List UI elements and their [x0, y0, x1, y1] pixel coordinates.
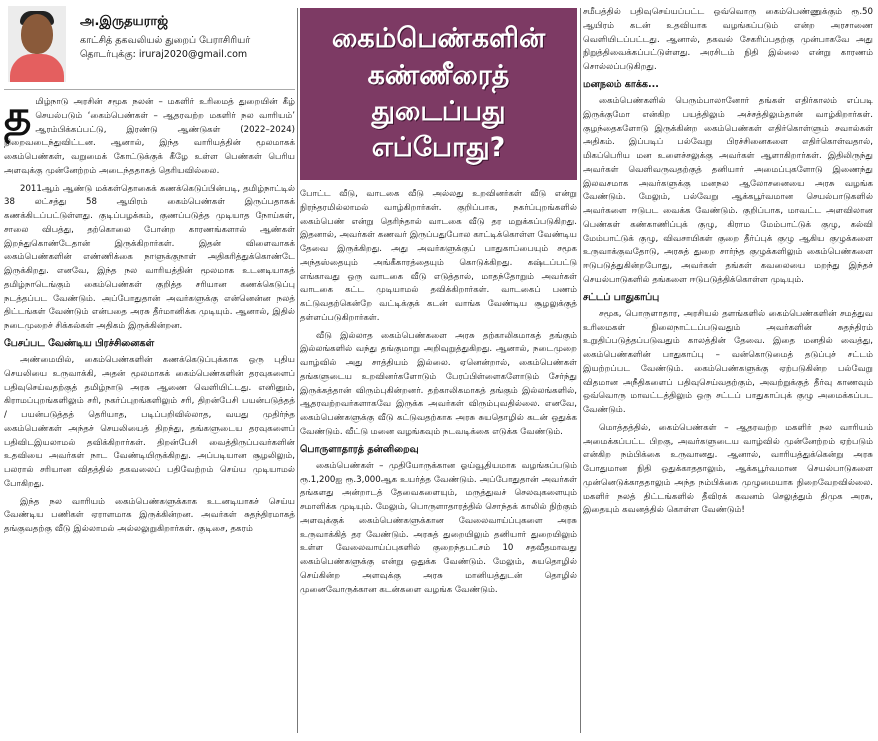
paragraph-3: அண்மையில், கைம்பெண்களின் கணக்கெடுப்புக்காக ஒரு புதிய செயலியை உருவாக்கி, அதன் மூலமாகக் கைம்பெண்களின் தரவுகளைப் பதிவுசெய்வதற்குத் தமிழ்நாடு அரசு ஆணை வெளியிட்டது. எனினும், கிராமப்புறங்களிலும் சரி, நகர்ப்புறங்களிலும் சரி, திறன்பேசி பயன்படுத்தத் / பயன்படுத்தத் தெரியாத, படிப்பறிவில்லாத, வயது முதிர்ந்த கைம்பெண்கள் அந்தச் செயலியைத் திறந்து, தங்களுடைய தரவுகளைப் பதிவிடஇயலாமல் தவிக்கிறார்கள். திறன்பேசி வைத்திருப்பவர்களின் உதவியை அவர்கள் நாட வேண்டியிருக்கிறது. அப்படியான சூழலிலும், பலரால் சரியான விதத்தில் தகவலைப் பதிவேற்றம் செய்ய முடியாமல் போகிறது.	[4, 355, 295, 489]
paragraph-8: சமீபத்தில் பதிவுசெய்யப்பட்ட ஒவ்வொரு கைம்பெண்ணுக்கும் ரூ.50 ஆயிரம் கடன் உதவியாக வழங்கப்படும் என்ற அரசாணை வெளியிடப்பட்டது. ஆனால், தகவல் சேகரிப்பதற்கு முன்பாகவே அது நிறுத்திவைக்கப்பட்டுள்ளது. அரசிடம் நிதி இல்லை என்று காரணம் சொல்லப்படுகிறது.	[583, 7, 873, 72]
author-name: அ.இருதயராஜ்	[80, 14, 169, 29]
paragraph-2: 2011ஆம் ஆண்டு மக்கள்தொகைக் கணக்கெடுப்பின்படி, தமிழ்நாட்டில் 38 லட்சத்து 58 ஆயிரம் கைம்பெண்கள் இருப்பதாகக் கணக்கிடப்பட்டுள்ளது. குடிப்பழக்கம், குணப்படுத்த முடியாத நோய்கள், சாலை விபத்து, தற்கொலை போன்ற காரணங்களால் ஆண்கள் இறந்துகொண்டேதான் இருக்கிறார்கள். இதன் விளைவாகக் கைம்பெண்களின் எண்ணிக்கை நாளுக்குநாள் அதிகரித்துக்கொண்டே இருக்கிறது. எனவே, இந்த நல வாரியத்தின் மூலமாக உடனடியாகத் தமிழ்நாடெங்கும் கைம்பெண்கள் குறித்த சரியான கணக்கெடுப்பு நடத்தப்பட வேண்டும். அப்போதுதான் அவர்களுக்கு என்னென்ன நலத் திட்டங்கள் வேண்டும் என்பதை அரசு தீர்மானிக்க முடியும். ஆனால், இதில் நடைமுறைச் சிக்கல்கள் அதிகம் இருக்கின்றன.	[4, 183, 295, 331]
subheading-mental-health: மனநலம் காக்க...	[583, 78, 659, 90]
paragraph-11: மொத்தத்தில், கைம்பெண்கள் – ஆதரவற்ற மகளிர் நல வாரியம் அமைக்கப்பட்ட பிறகு, அவர்களுடைய வாழ்வில் முன்னேற்றம் ஏற்படும் என்கிற நம்பிக்கை உருவானது. ஆனால், வாரியத்துக்கென்று அரசு போதுமான நிதி ஒதுக்காததாலும், ஆக்கபூர்வமான செயல்பாடுகளை முன்னெடுக்காததாலும் அந்த நம்பிக்கை முழுமையாக நிறைவேறவில்லை. மகளிர் நலத் திட்டங்களில் தீவிரக் கவனம் செலுத்தும் திமுக அரசு, இதையும் கவனத்தில் கொள்ள வேண்டும்!	[583, 422, 873, 516]
author-role: காட்சித் தகவலியல் துறைப் பேராசிரியர்	[80, 35, 251, 46]
paragraph-5: போட்ட வீடு, வாடகை வீடு அல்லது உறவினர்கள் வீடு என்று நிரந்தரமில்லாமல் வாழ்கிறார்கள். குறிப்பாக, நகர்ப்புறங்களில் கைம்பெண் என்று தெரிந்தால் வாடகை வீடு தர மறுக்கப்படுகிறது. இதனால், அவர்கள் கணவர் இருப்பதுபோல காட்டிக்கொள்ள வேண்டிய தேவை இருக்கிறது. அது அவர்களுக்குப் பாதுகாப்பையும் சமூக அந்தஸ்தையும் அங்கீகாரத்தையும் கொடுக்கிறது. கஷ்டப்பட்டு எங்காவது ஒரு வாடகை வீடு எடுத்தால், மாதந்தோறும் அவர்கள் வாடகை கட்ட முடியாமல் தவிக்கிறார்கள். வாடகைப் பணம் கட்டுவதற்கென்றே வட்டிக்குக் கடன் வாங்க வேண்டிய சூழலுக்குத் தள்ளப்படுகிறார்கள்.	[300, 189, 577, 323]
paragraph-7: கைம்பெண்கள் – முதியோருக்கான ஓய்வூதியமாக வழங்கப்படும் ரூ.1,200ஐ ரூ.3,000ஆக உயர்த்த வேண்டும். அப்போதுதான் அவர்கள் தங்களது அன்றாடத் தேவைகளையும், மருத்துவச் செலவுகளையும் சமாளிக்க முடியும். மேலும், பொருளாதாரத்தில் சொந்தக் காலில் நிற்கும் அளவுக்குக் கைம்பெண்களுக்கான வேலைவாய்ப்புகளை அரசு உருவாக்கித் தர வேண்டும். அரசுத் துறையிலும் தனியார் துறையிலும் உள்ள வேலைவாய்ப்புகளில் குறைந்தபட்சம் 10 சதவீதமாவது கைம்பெண்களுக்கு என்று ஒதுக்க வேண்டும். மேலும், சுயதொழில் செய்கின்ற அளவுக்கு அரசு மானியத்துடன் தொழில் முனைவோருக்கான கடன்களை வழங்க வேண்டும்.	[300, 460, 577, 595]
author-info	[80, 6, 250, 89]
author-photo	[8, 6, 66, 82]
headline-line-2: கண்ணீரைத்	[367, 59, 510, 91]
contact-label: தொடர்புக்கு:	[80, 49, 136, 61]
paragraph-10: சமூக, பொருளாதார, அரசியல் தளங்களில் கைம்பெண்களின் சமத்துவ உரிமைகள் நிலைநாட்டப்படுவதும் அவர்களின் சுதந்திரம் உறுதிப்படுத்தப்படுவதும் காலத்தின் தேவை. இதை மனதில் வைத்து, கைம்பெண்களின் பாதுகாப்பு – வன்கொடுமைத் தடுப்புச் சட்டம் இயற்றப்பட வேண்டும். கைம்பெண்களுக்கு ஏற்படுகின்ற பல்வேறு விதமான அநீதிகளைப் பதிவுசெய்வதற்கும், அவற்றுக்குத் தீர்வு காணவும் ஒவ்வொரு மாவட்டத்திலும் ஒரு சட்டப் பாதுகாப்புக் குழு அமைக்கப்பட வேண்டும்.	[583, 308, 873, 416]
column-divider	[297, 8, 298, 733]
article-column-3	[583, 0, 873, 522]
headline-box	[300, 8, 577, 180]
article-column-1	[4, 0, 295, 541]
paragraph-1: தமிழ்நாடு அரசின் சமூக நலன் – மகளிர் உரிமைத் துறையின் கீழ் செயல்படும் ‘கைம்பெண்கள் – ஆதரவற்ற மகளிர் நல வாரியம்’ ஆரம்பிக்கப்பட்டு, இரண்டு ஆண்டுகள் (2022–2024) நிறைவடைந்துவிட்டன. ஆனால், இந்த வாரியத்தின் மூலமாகக் கைம்பெண்கள், வறுமைக் கோட்டுக்குக் கீழே உள்ள பெண்கள் பெரிய அளவுக்கு முன்னேற்றம் அடைந்ததாகத் தெரியவில்லை.	[4, 91, 295, 176]
article-column-2	[300, 0, 577, 601]
column-divider	[580, 8, 581, 733]
headline-line-1: கைம்பெண்களின்	[331, 23, 546, 55]
subheading-legal-protection: சட்டப் பாதுகாப்பு	[583, 291, 660, 303]
author-email: iruraj2020@gmail.com	[138, 49, 248, 61]
paragraph-9: கைம்பெண்களில் பெரும்பாலானோர் தங்கள் எதிர்காலம் எப்படி இருக்குமோ என்கிற பயத்திலும் அச்சத்திலும்தான் வாழ்கிறார்கள். குழந்தைகளோடு இருக்கின்ற கைம்பெண்கள் எதிர்கொள்ளும் சவால்கள் அதிகம். இப்படிப் பல்வேறு பிரச்சினைகளை எதிர்கொள்வதால், மிகப்பெரிய மன உளைச்சலுக்கு அவர்கள் ஆளாகிறார்கள். இதிலிருந்து அவர்கள் வெளிவருவதற்குத் தனியார் அமைப்புகளோடு இணைந்து இலவசமாக அவர்களுக்கு மனநல ஆலோசனையை அரசு வழங்க வேண்டும். மேலும், பல்வேறு ஆக்கபூர்வமான செயல்பாடுகளில் அவர்களை ஈடுபட வைக்க வேண்டும். குறிப்பாக, மாவட்ட அளவிலான பெண்கள் கண்காணிப்புக் குழு, கிராம மேம்பாட்டுக் குழு, கல்வி மேம்பாட்டுக் குழு, விவசாயிகள் குறை தீர்ப்புக் குழு ஆகிய குழுக்களை உருவாக்குவதோடு, அரசுத் துறை சார்ந்த குழுக்களிலும் கைம்பெண்களை ஈடுபடுத்துகின்றபோது, அவர்கள் தங்கள் கவலையை மறந்து இந்தச் செயல்பாடுகளில் தங்களை ஈடுபடுத்திக்கொள்ள முடியும்.	[583, 96, 873, 285]
paragraph-4: இந்த நல வாரியம் கைம்பெண்களுக்காக உடனடியாகச் செய்ய வேண்டிய பணிகள் ஏராளமாக இருக்கின்றன. அவர்கள் சுதந்திரமாகத் தங்குவதற்கு வீடு இல்லாமல் அல்லலுறுகிறார்கள். குடிசை, தகரம்	[4, 496, 295, 535]
drop-cap: த	[4, 91, 32, 140]
subheading-economy: பொருளாதாரத் தன்னிறைவு	[300, 443, 419, 455]
headline-line-3: துடைப்பது	[371, 96, 506, 127]
author-contact	[80, 48, 250, 62]
subheading-issues: பேசப்பட வேண்டிய பிரச்சினைகள்	[4, 337, 155, 349]
paragraph-6: வீடு இல்லாத கைம்பெண்களை அரசு தற்காலிகமாகத் தங்கும் இல்லங்களில் வந்து தங்குமாறு அறிவுறுத்துகிறது. ஆனால், நடைமுறை வாழ்வில் அது சாத்தியம் இல்லை. ஏனென்றால், கைம்பெண்கள் தங்களுடைய உறவினர்களோடும் பேரப்பிள்ளைகளோடும் சேர்ந்து இருக்கத்தான் விரும்புகின்றனர். தற்காலிகமாகத் தங்கும் இல்லங்களில், ஆதரவற்றவர்களாகவே இருக்க அவர்கள் விரும்புவதில்லை. எனவே, கைம்பெண்களுக்கு வீடு கட்டுவதற்காக அரசு சுயதொழில் கடன் ஒதுக்க வேண்டும். வீட்டு மனை வழங்கவும் நடவடிக்கை எடுக்க வேண்டும்.	[300, 330, 577, 437]
author-box	[4, 0, 295, 90]
headline-line-4: எப்போது?	[371, 132, 506, 164]
